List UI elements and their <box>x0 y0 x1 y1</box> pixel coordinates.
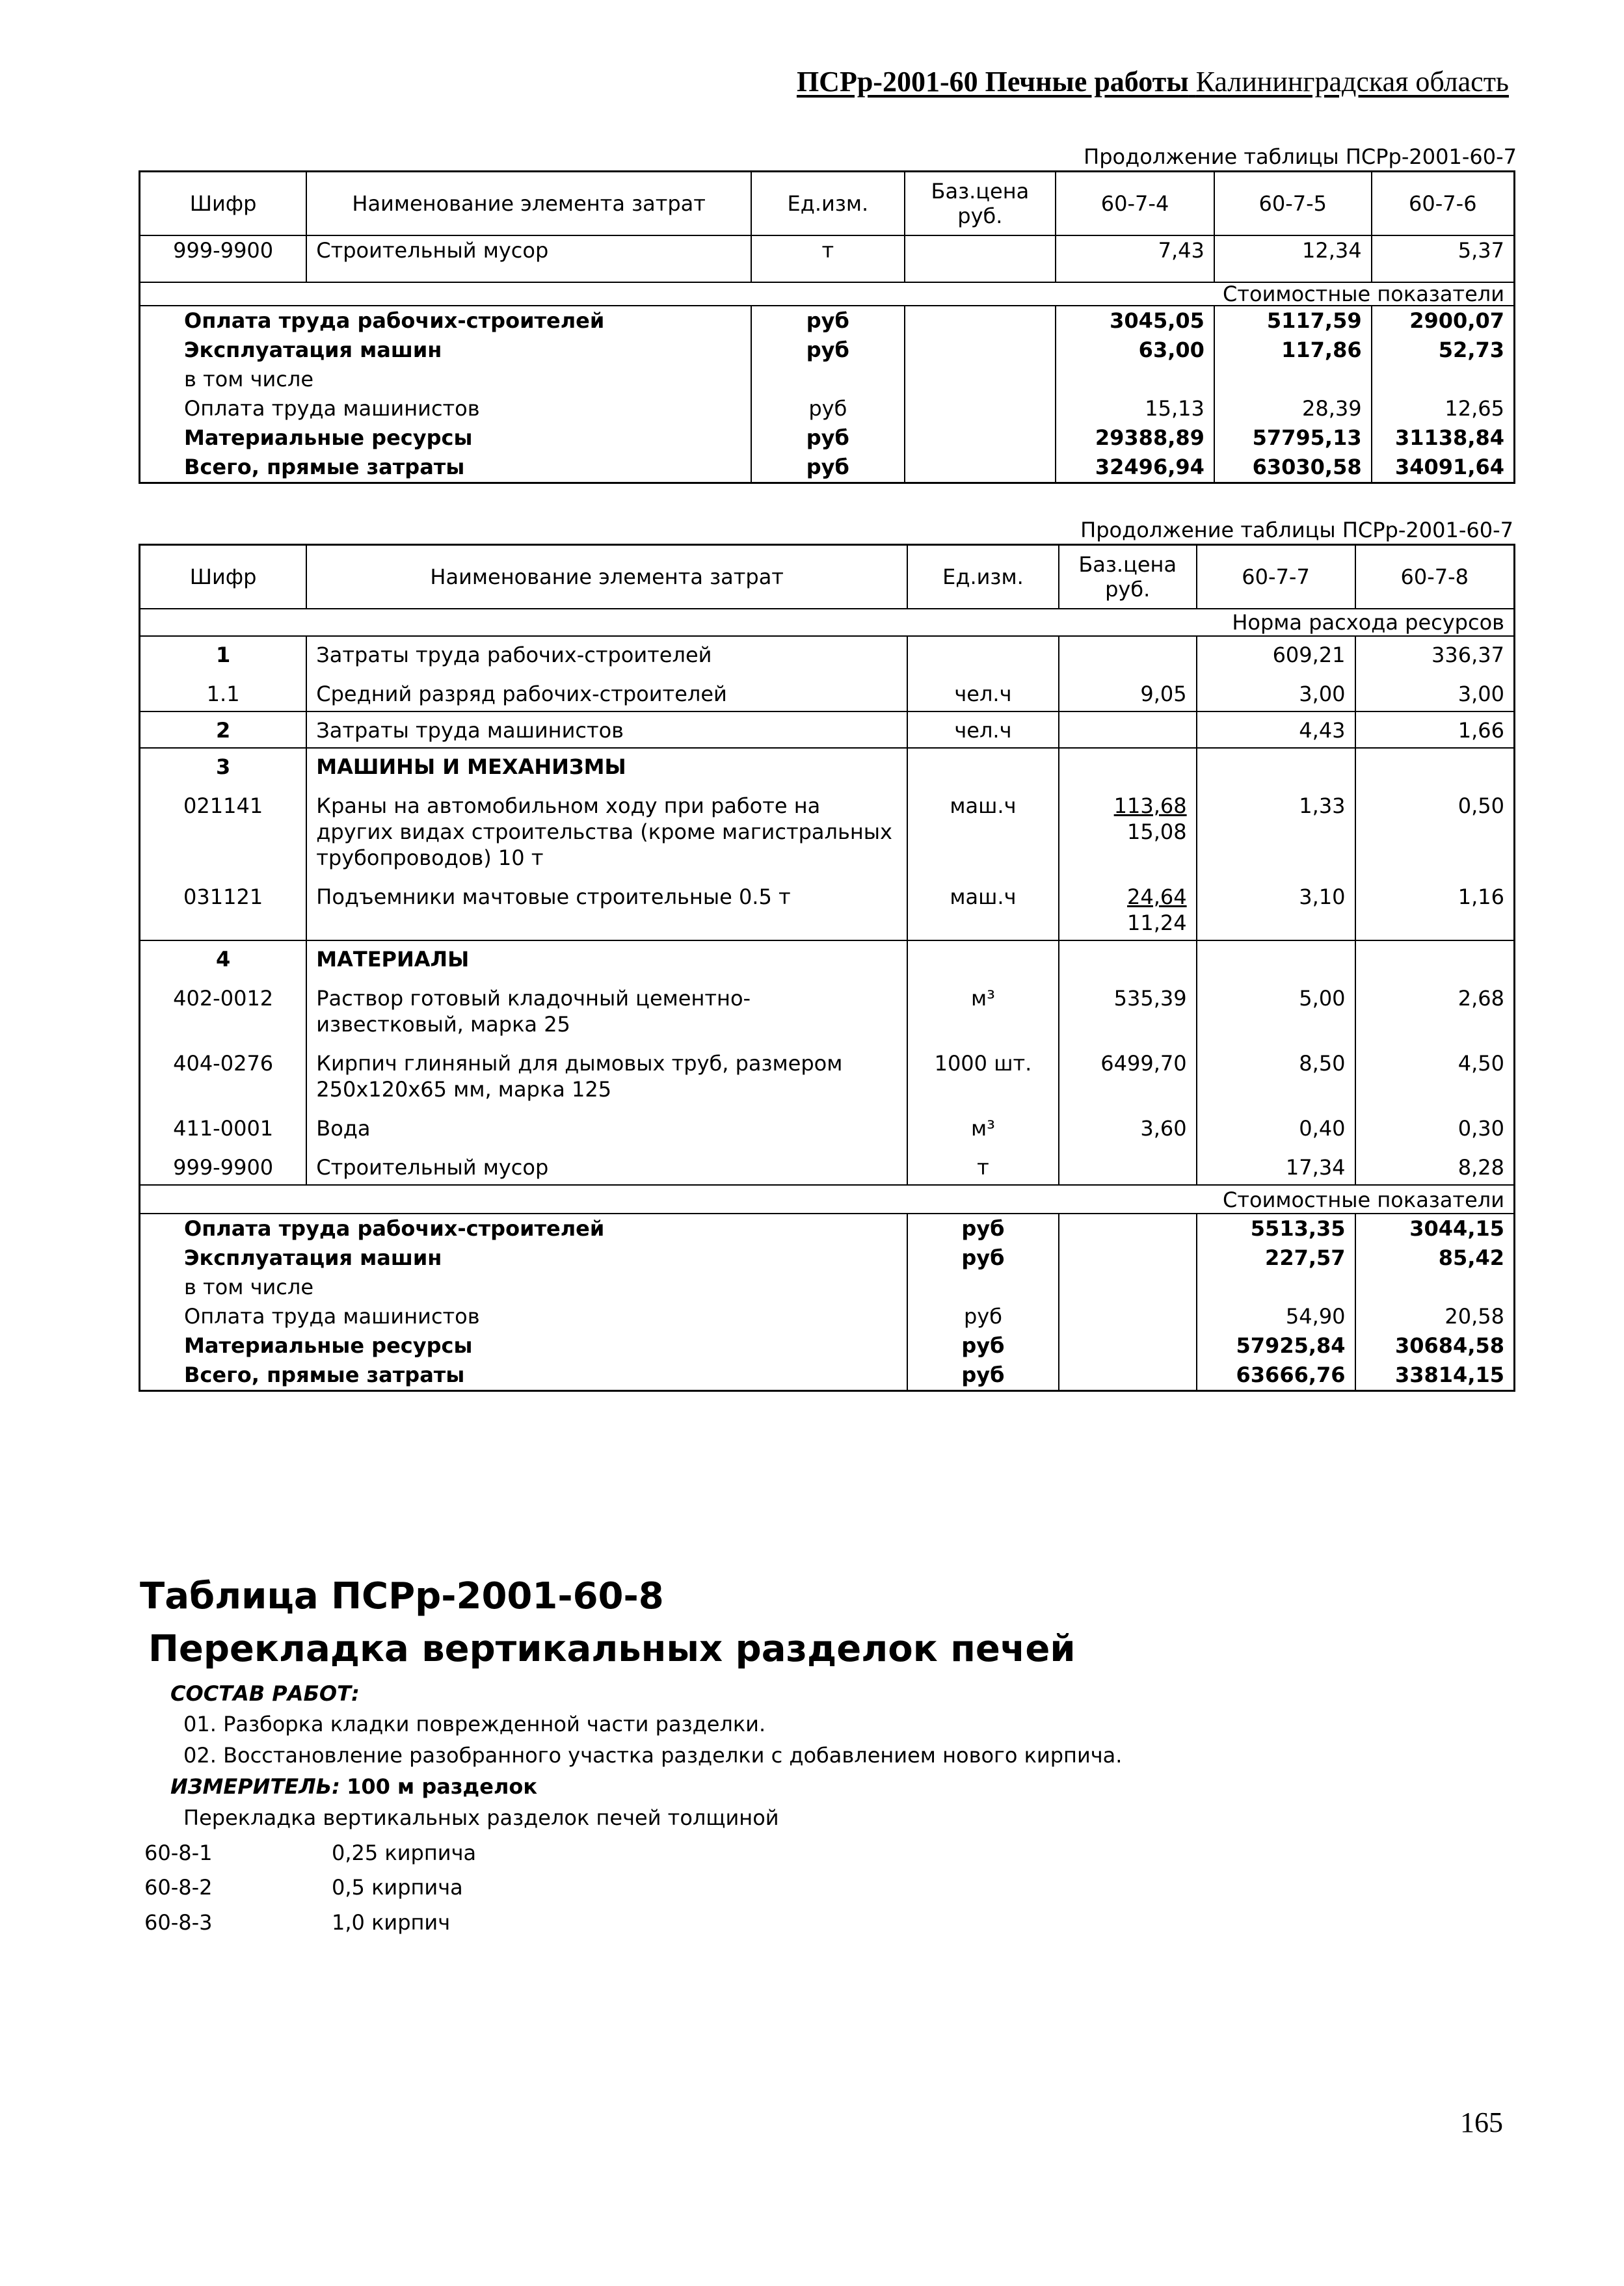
row-value: 4,50 <box>1355 1041 1515 1106</box>
row-name: Строительный мусор <box>306 1145 907 1185</box>
row-name: Раствор готовый кладочный цементно-известковый, марка 25 <box>306 976 907 1041</box>
row-price <box>905 235 1056 282</box>
row-value: 5,37 <box>1372 235 1515 282</box>
row-value: 4,43 <box>1197 711 1355 748</box>
cost-name: Оплата труда машинистов <box>184 396 480 421</box>
cost-value: 28,39 <box>1214 394 1372 423</box>
row-price <box>1059 1041 1197 1106</box>
column-header: Наименование элемента затрат <box>306 545 907 609</box>
row-value: 336,37 <box>1355 636 1515 672</box>
column-header: Баз.цена руб. <box>905 172 1056 236</box>
row-value: 3,00 <box>1355 672 1515 711</box>
row-code: 1.1 <box>206 682 240 706</box>
cost-row <box>140 1243 1515 1273</box>
norm-label: Норма расхода ресурсов <box>1197 609 1515 636</box>
row-value <box>1355 940 1515 976</box>
row-price <box>1059 1145 1197 1185</box>
row-price-value: 113,68 <box>1113 793 1187 818</box>
work-item-2: 02. Восстановление разобранного участка разделки с добавлением нового кирпича. <box>183 1743 1123 1768</box>
row-value: 3,00 <box>1197 672 1355 711</box>
row-unit: м³ <box>907 976 1059 1041</box>
row-code: 3 <box>140 748 307 784</box>
header-region: Калининградская область <box>1195 66 1509 98</box>
cost-unit: руб <box>751 453 904 483</box>
cost-name: в том числе <box>184 1275 313 1299</box>
table-row <box>140 784 1515 875</box>
column-header: 60-7-7 <box>1197 545 1355 609</box>
table-row <box>140 748 1515 784</box>
column-header: Баз.цена руб. <box>1059 545 1197 609</box>
cost-unit: руб <box>907 1361 1059 1391</box>
cost-row <box>140 1214 1515 1243</box>
row-name: Строительный мусор <box>306 235 751 282</box>
row-value: 2,68 <box>1355 976 1515 1041</box>
cost-price <box>905 394 1056 423</box>
row-unit: маш.ч <box>907 875 1059 940</box>
row-price <box>1059 1106 1197 1145</box>
row-name: МАТЕРИАЛЫ <box>306 940 907 976</box>
section-subtitle: Перекладка вертикальных разделок печей <box>148 1628 1076 1670</box>
column-header: 60-7-8 <box>1355 545 1515 609</box>
cost-unit: руб <box>907 1331 1059 1361</box>
item-text-2: 0,5 кирпича <box>332 1875 463 1900</box>
cost-value: 63030,58 <box>1214 453 1372 483</box>
table-row <box>140 875 1515 940</box>
cost-value <box>1355 1273 1515 1302</box>
row-code: 2 <box>140 711 307 748</box>
cost-row <box>140 1331 1515 1361</box>
running-header <box>728 62 1509 101</box>
cost-value: 63,00 <box>1056 336 1214 365</box>
row-value: 1,66 <box>1355 711 1515 748</box>
row-value: 8,50 <box>1197 1041 1355 1106</box>
intro-text: Перекладка вертикальных разделок печей толщиной <box>183 1805 779 1830</box>
table-row <box>140 235 1515 282</box>
row-price <box>1059 748 1197 784</box>
table-row <box>140 636 1515 672</box>
cost-price <box>905 453 1056 483</box>
cost-unit: руб <box>751 336 904 365</box>
cost-value: 31138,84 <box>1372 423 1515 453</box>
cost-label-row <box>140 1185 1515 1214</box>
row-unit <box>907 636 1059 672</box>
column-header: 60-7-6 <box>1372 172 1515 236</box>
cost-unit: руб <box>907 1214 1059 1243</box>
cost-row <box>140 1273 1515 1302</box>
cost-price <box>1059 1273 1197 1302</box>
row-code: 402-0012 <box>173 986 274 1011</box>
row-price <box>1059 784 1197 875</box>
cost-value <box>1214 365 1372 394</box>
cost-price <box>1059 1331 1197 1361</box>
row-price <box>1059 711 1197 748</box>
item-code-3: 60-8-3 <box>144 1910 213 1935</box>
row-price <box>1059 636 1197 672</box>
row-value: 3,10 <box>1197 875 1355 940</box>
cost-value: 12,65 <box>1372 394 1515 423</box>
row-value: 1,33 <box>1197 784 1355 875</box>
row-price-value-2: 15,08 <box>1127 819 1187 844</box>
table2-continuation: Продолжение таблицы ПСРр-2001-60-7 <box>1080 518 1513 542</box>
cost-unit: руб <box>907 1243 1059 1273</box>
cost-name: Эксплуатация машин <box>184 1245 442 1270</box>
cost-row <box>140 453 1515 483</box>
izmeritel <box>170 1774 537 1799</box>
item-text-3: 1,0 кирпич <box>332 1910 451 1935</box>
cost-row <box>140 306 1515 336</box>
column-header: Наименование элемента затрат <box>306 172 751 236</box>
cost-unit: руб <box>907 1302 1059 1331</box>
cost-name: Оплата труда машинистов <box>184 1304 480 1329</box>
row-price <box>1059 875 1197 940</box>
cost-value: 32496,94 <box>1056 453 1214 483</box>
table-row <box>140 1145 1515 1185</box>
row-code: 1 <box>140 636 307 672</box>
cost-value: 3045,05 <box>1056 306 1214 336</box>
column-header: Шифр <box>189 565 257 589</box>
row-price-value: 24,64 <box>1127 884 1187 909</box>
cost-name: Материальные ресурсы <box>184 1333 473 1358</box>
cost-name: Оплата труда рабочих-строителей <box>140 306 752 336</box>
item-code-2: 60-8-2 <box>144 1875 213 1900</box>
page-number: 165 <box>1460 2107 1503 2138</box>
cost-table-1 <box>139 170 1515 484</box>
row-value: 1,16 <box>1355 875 1515 940</box>
row-value: 12,34 <box>1214 235 1372 282</box>
cost-value <box>1056 365 1214 394</box>
cost-row <box>140 365 1515 394</box>
cost-name: Эксплуатация машин <box>184 338 442 362</box>
row-unit: чел.ч <box>907 672 1059 711</box>
row-unit <box>907 748 1059 784</box>
column-header: Шифр <box>189 191 257 216</box>
cost-value: 20,58 <box>1355 1302 1515 1331</box>
row-unit: маш.ч <box>907 784 1059 875</box>
row-value: 0,40 <box>1197 1106 1355 1145</box>
row-price-value: 6499,70 <box>1100 1051 1187 1076</box>
row-unit: чел.ч <box>907 711 1059 748</box>
cost-row <box>140 423 1515 453</box>
row-price-value: 535,39 <box>1113 986 1187 1011</box>
header-code: ПСРр-2001-60 Печные работы <box>796 66 1189 98</box>
cost-value: 117,86 <box>1214 336 1372 365</box>
cost-name: Оплата труда рабочих-строителей <box>140 1214 908 1243</box>
table-row <box>140 1041 1515 1106</box>
cost-value: 5117,59 <box>1214 306 1372 336</box>
cost-unit: руб <box>751 423 904 453</box>
cost-unit <box>907 1273 1059 1302</box>
cost-value: 52,73 <box>1372 336 1515 365</box>
cost-row <box>140 1302 1515 1331</box>
cost-unit: руб <box>751 394 904 423</box>
cost-price <box>1059 1243 1197 1273</box>
row-price-value: 9,05 <box>1140 682 1187 706</box>
table-header-row <box>140 172 1515 236</box>
row-name: Затраты труда рабочих-строителей <box>306 636 907 672</box>
row-value: 0,30 <box>1355 1106 1515 1145</box>
cost-value <box>1372 365 1515 394</box>
cost-price <box>1059 1361 1197 1391</box>
izmeritel-value: 100 м разделок <box>347 1774 538 1799</box>
row-price <box>1059 940 1197 976</box>
work-item-1: 01. Разборка кладки поврежденной части разделки. <box>183 1712 766 1736</box>
row-price-value: 3,60 <box>1140 1116 1187 1141</box>
row-price <box>1059 976 1197 1041</box>
row-name: Вода <box>306 1106 907 1145</box>
cost-name: Всего, прямые затраты <box>184 455 465 479</box>
table-row <box>140 1106 1515 1145</box>
row-name: Кирпич глиняный для дымовых труб, размером 250x120x65 мм, марка 125 <box>306 1041 907 1106</box>
cost-value: 34091,64 <box>1372 453 1515 483</box>
cost-table-2 <box>139 544 1515 1392</box>
item-code-1: 60-8-1 <box>144 1841 213 1865</box>
cost-value: 85,42 <box>1355 1243 1515 1273</box>
row-unit: 1000 шт. <box>907 1041 1059 1106</box>
row-value: 5,00 <box>1197 976 1355 1041</box>
izmeritel-label: ИЗМЕРИТЕЛЬ: <box>170 1774 340 1799</box>
cost-value: 57795,13 <box>1214 423 1372 453</box>
row-price-value-2: 11,24 <box>1127 910 1187 935</box>
blank-cell <box>140 1185 1197 1214</box>
cost-row <box>140 1361 1515 1391</box>
row-code: 404-0276 <box>173 1051 274 1076</box>
cost-value <box>1197 1273 1355 1302</box>
row-code: 4 <box>140 940 307 976</box>
cost-value: 5513,35 <box>1197 1214 1355 1243</box>
row-value <box>1197 940 1355 976</box>
cost-value: 2900,07 <box>1372 306 1515 336</box>
row-code: 021141 <box>183 793 263 818</box>
row-code: 411-0001 <box>173 1116 274 1141</box>
row-code: 999-9900 <box>140 235 307 282</box>
row-name: МАШИНЫ И МЕХАНИЗМЫ <box>306 748 907 784</box>
cost-name: Всего, прямые затраты <box>184 1362 465 1387</box>
row-value <box>1197 748 1355 784</box>
cost-value: 3044,15 <box>1355 1214 1515 1243</box>
cost-value: 227,57 <box>1197 1243 1355 1273</box>
table-row <box>140 940 1515 976</box>
row-value: 609,21 <box>1197 636 1355 672</box>
cost-value: 33814,15 <box>1355 1361 1515 1391</box>
cost-value: 63666,76 <box>1197 1361 1355 1391</box>
cost-price <box>905 336 1056 365</box>
row-value: 7,43 <box>1056 235 1214 282</box>
norm-label-row <box>140 609 1515 636</box>
row-unit: т <box>751 235 904 282</box>
row-unit <box>907 940 1059 976</box>
blank-cell <box>140 282 1056 306</box>
row-unit: т <box>907 1145 1059 1185</box>
column-header: 60-7-5 <box>1214 172 1372 236</box>
row-unit: м³ <box>907 1106 1059 1145</box>
cost-value: 29388,89 <box>1056 423 1214 453</box>
cost-value: 57925,84 <box>1197 1331 1355 1361</box>
cost-label-row <box>140 282 1515 306</box>
sostav-label: СОСТАВ РАБОТ: <box>170 1681 360 1706</box>
cost-price <box>1059 1214 1197 1243</box>
column-header: 60-7-4 <box>1056 172 1214 236</box>
row-name: Затраты труда машинистов <box>306 711 907 748</box>
cost-row <box>140 394 1515 423</box>
row-code: 999-9900 <box>173 1155 274 1180</box>
section-title: Таблица ПСРр-2001-60-8 <box>140 1575 664 1617</box>
table1-continuation: Продолжение таблицы ПСРр-2001-60-7 <box>1084 144 1517 169</box>
table-row <box>140 976 1515 1041</box>
cost-name: Материальные ресурсы <box>184 425 473 450</box>
cost-name: в том числе <box>184 367 313 392</box>
column-header: Ед.изм. <box>907 545 1059 609</box>
cost-label: Стоимостные показатели <box>1056 282 1514 306</box>
row-value: 0,50 <box>1355 784 1515 875</box>
row-name: Средний разряд рабочих-строителей <box>306 672 907 711</box>
table-row <box>140 711 1515 748</box>
item-text-1: 0,25 кирпича <box>332 1841 477 1865</box>
cost-unit <box>751 365 904 394</box>
row-name: Подъемники мачтовые строительные 0.5 т <box>306 875 907 940</box>
row-value: 8,28 <box>1355 1145 1515 1185</box>
cost-price <box>1059 1302 1197 1331</box>
row-value <box>1355 748 1515 784</box>
cost-row <box>140 336 1515 365</box>
cost-price <box>905 365 1056 394</box>
cost-unit: руб <box>751 306 904 336</box>
cost-price <box>905 306 1056 336</box>
table-header-row <box>140 545 1515 609</box>
row-code: 031121 <box>183 884 263 909</box>
cost-value: 15,13 <box>1056 394 1214 423</box>
cost-price <box>905 423 1056 453</box>
row-name: Краны на автомобильном ходу при работе на других видах строительства (кроме магистральных трубопроводов) 10 т <box>306 784 907 875</box>
row-value: 17,34 <box>1197 1145 1355 1185</box>
column-header: Ед.изм. <box>751 172 904 236</box>
row-price <box>1059 672 1197 711</box>
table-row <box>140 672 1515 711</box>
cost-value: 54,90 <box>1197 1302 1355 1331</box>
blank-cell <box>140 609 1197 636</box>
cost-value: 30684,58 <box>1355 1331 1515 1361</box>
cost-label: Стоимостные показатели <box>1197 1185 1515 1214</box>
